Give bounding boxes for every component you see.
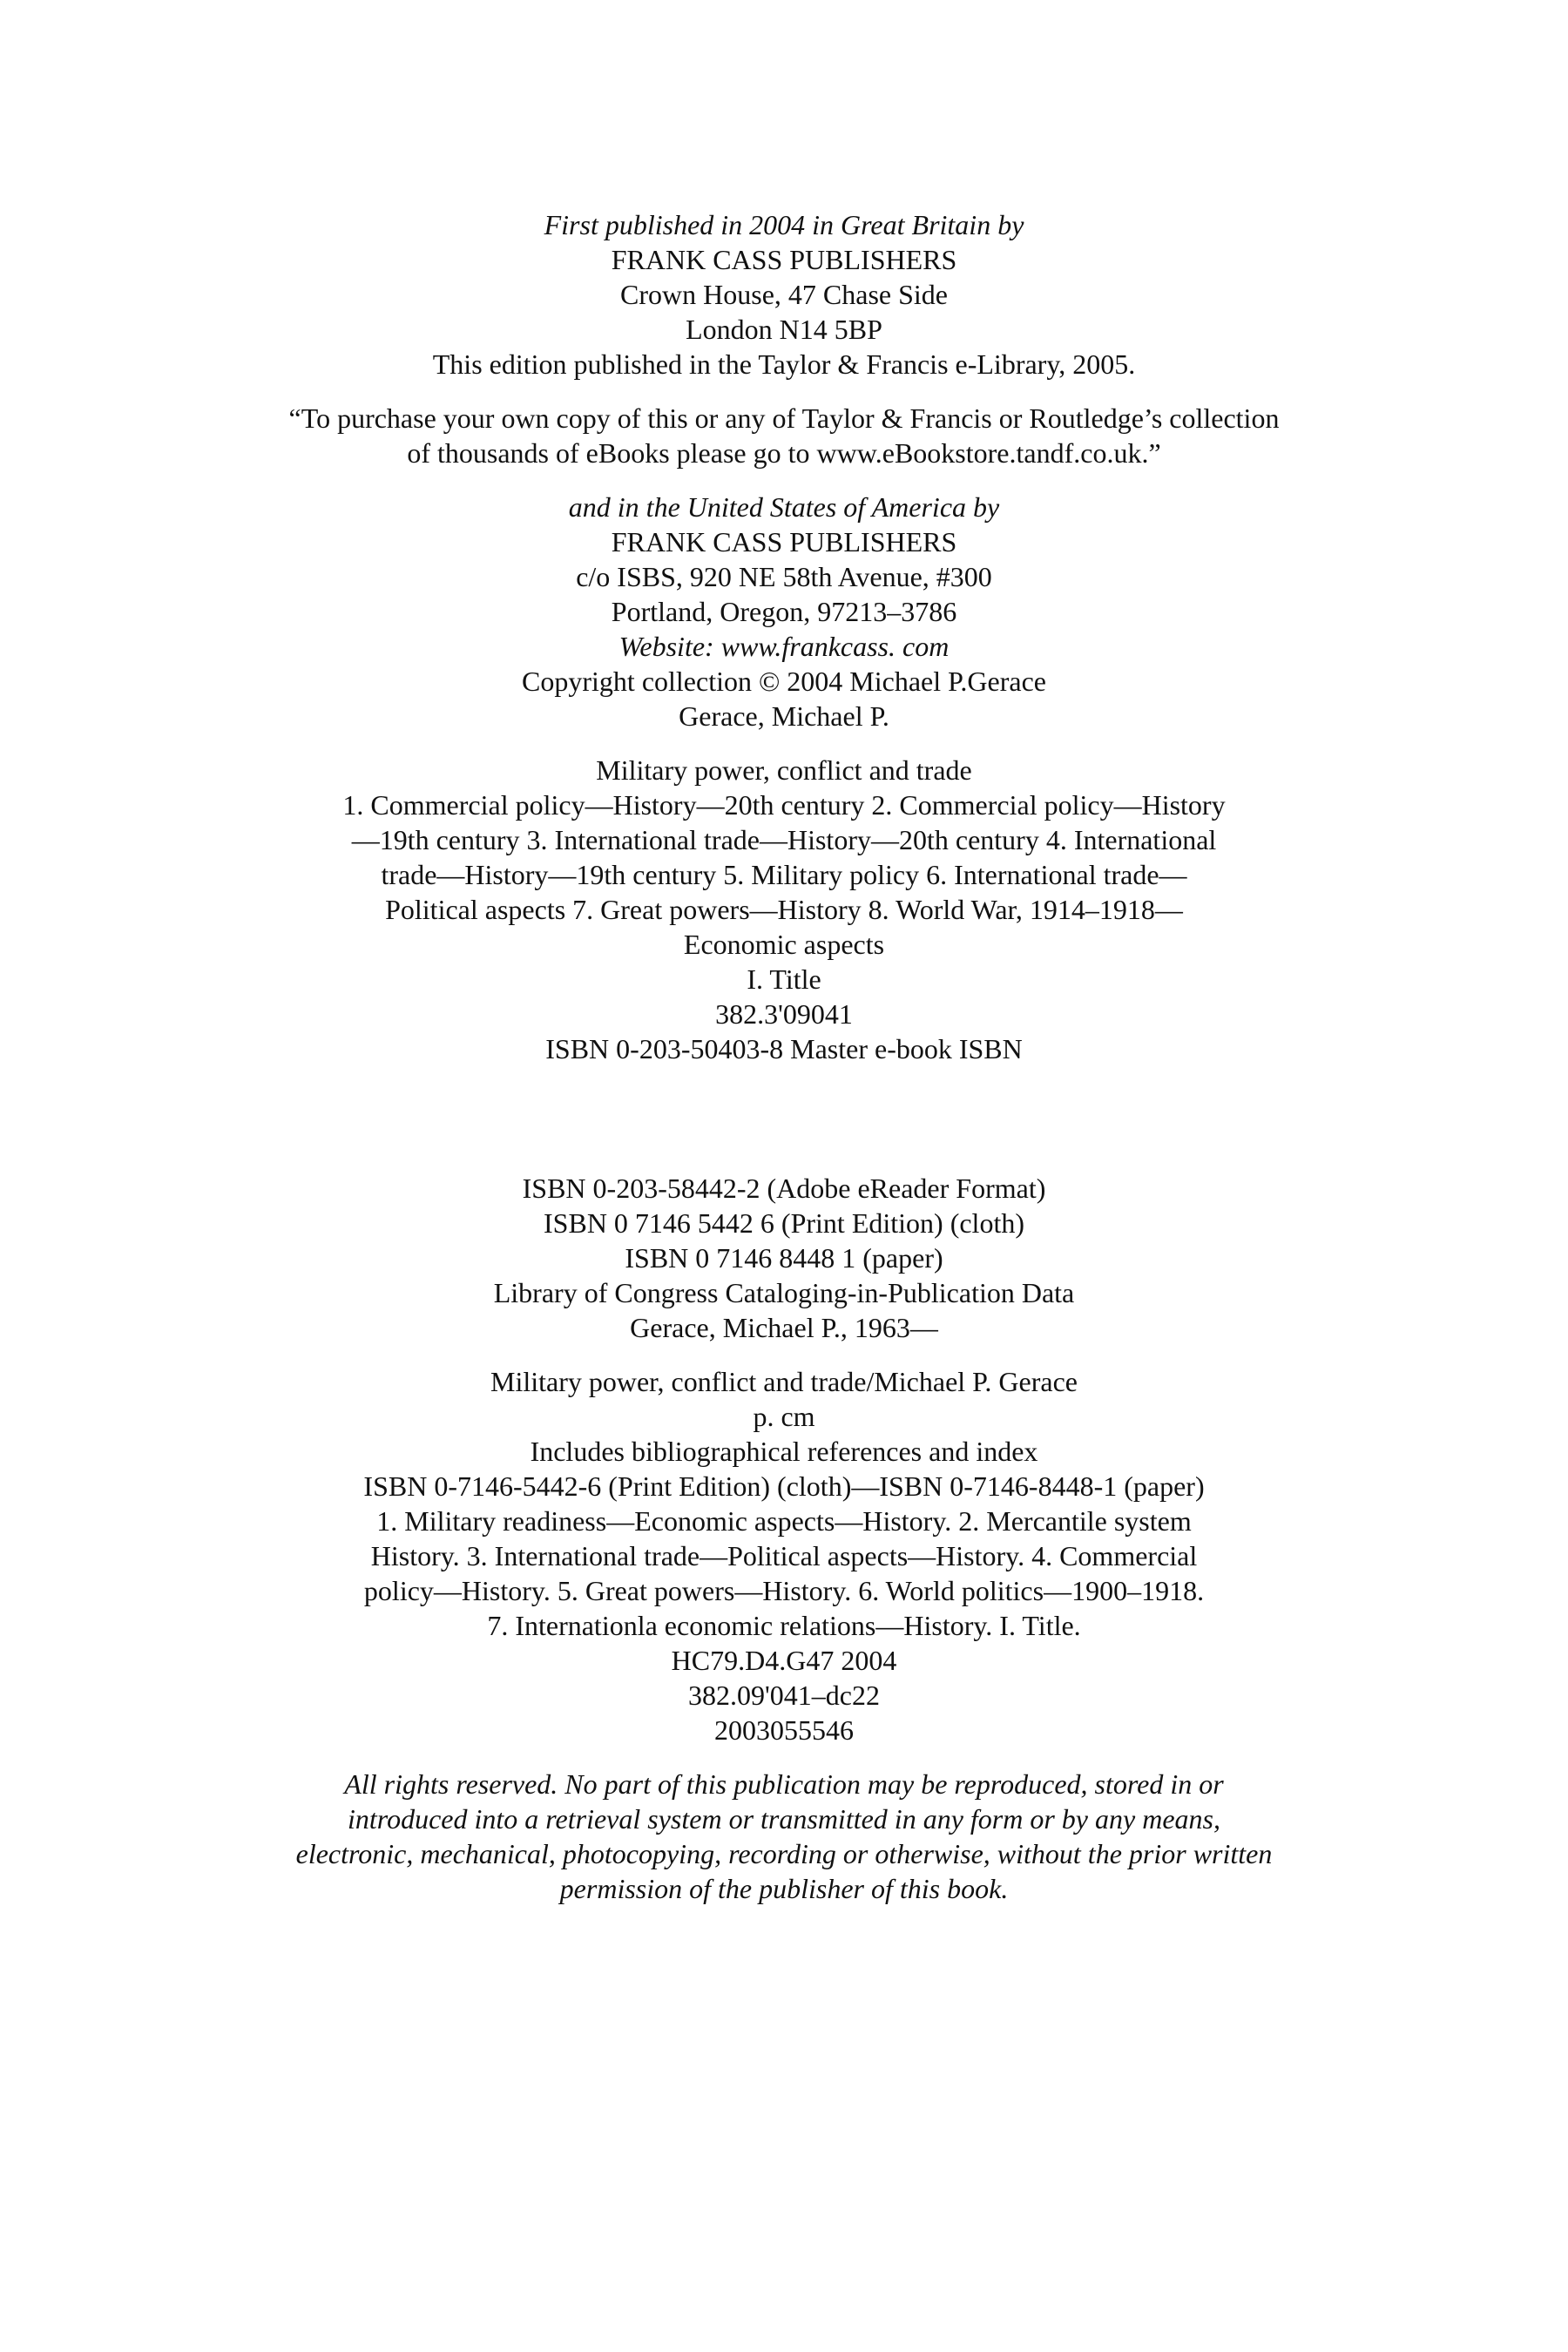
- uk-imprint: [174, 207, 1394, 347]
- purchase-note: [174, 401, 1394, 470]
- us-intro-line: and in the United States of America by: [568, 491, 1000, 523]
- british-cip-line: 382.3'09041: [715, 998, 853, 1030]
- loc-cip-line: 382.09'041–dc22: [688, 1680, 880, 1711]
- isbn-master: ISBN 0-203-50403-8 Master e-book ISBN: [545, 1033, 1023, 1064]
- british-cip-record: [174, 753, 1394, 1031]
- british-cip-line: 1. Commercial policy—History—20th century 2. Commercial policy—History: [342, 789, 1226, 821]
- us-imprint: [174, 490, 1394, 664]
- loc-cip-heading: Library of Congress Cataloging-in-Publication Data: [493, 1277, 1075, 1308]
- isbn-line: ISBN 0 7146 8448 1 (paper): [625, 1242, 943, 1274]
- british-cip-line: trade—History—19th century 5. Military policy 6. International trade—: [381, 859, 1187, 890]
- us-publisher-name: FRANK CASS PUBLISHERS: [611, 526, 957, 558]
- purchase-note-line-1: “To purchase your own copy of this or any of Taylor & Francis or Routledge’s collection: [288, 402, 1280, 434]
- first-published-line: First published in 2004 in Great Britain by: [544, 209, 1024, 240]
- rights-line: permission of the publisher of this book.: [559, 1873, 1009, 1904]
- loc-cip-line: Includes bibliographical references and index: [530, 1436, 1038, 1467]
- loc-cip-line: History. 3. International trade—Political aspects—History. 4. Commercial: [370, 1540, 1198, 1571]
- rights-line: All rights reserved. No part of this publication may be reproduced, stored in or: [344, 1768, 1224, 1800]
- rights-line: introduced into a retrieval system or transmitted in any form or by any means,: [348, 1803, 1220, 1835]
- british-cip-author: Gerace, Michael P.: [679, 700, 889, 732]
- copyright-line: Copyright collection © 2004 Michael P.Gerace: [522, 666, 1046, 697]
- isbn-list: [174, 1171, 1394, 1275]
- loc-cip-line: 2003055546: [714, 1714, 854, 1746]
- loc-cip-line: ISBN 0-7146-5442-6 (Print Edition) (cloth)—ISBN 0-7146-8448-1 (paper): [363, 1470, 1205, 1502]
- british-cip-line: I. Title: [747, 963, 821, 995]
- copyright-page: [174, 207, 1394, 1906]
- british-cip-line: Political aspects 7. Great powers—History 8. World War, 1914–1918—: [385, 894, 1183, 925]
- uk-address-line-2: London N14 5BP: [686, 314, 882, 345]
- isbn-line: ISBN 0 7146 5442 6 (Print Edition) (cloth): [544, 1207, 1024, 1239]
- loc-cip-line: p. cm: [753, 1401, 815, 1432]
- us-address-line-2: Portland, Oregon, 97213–3786: [611, 596, 957, 627]
- loc-cip-line: HC79.D4.G47 2004: [671, 1645, 897, 1676]
- loc-cip-line: 7. Internationla economic relations—History. I. Title.: [487, 1610, 1081, 1641]
- loc-cip-line: 1. Military readiness—Economic aspects—History. 2. Mercantile system: [376, 1505, 1192, 1537]
- british-cip-line: Economic aspects: [683, 929, 885, 960]
- uk-publisher-name: FRANK CASS PUBLISHERS: [611, 244, 957, 275]
- rights-line: electronic, mechanical, photocopying, recording or otherwise, without the prior written: [295, 1838, 1273, 1869]
- loc-cip-line: Military power, conflict and trade/Michael P. Gerace: [490, 1366, 1078, 1397]
- loc-cip-line: policy—History. 5. Great powers—History. 6. World politics—1900–1918.: [363, 1575, 1205, 1606]
- edition-note: This edition published in the Taylor & Francis e-Library, 2005.: [432, 348, 1136, 380]
- us-address-line-1: c/o ISBS, 920 NE 58th Avenue, #300: [576, 561, 992, 592]
- purchase-note-line-2: of thousands of eBooks please go to www.eBookstore.tandf.co.uk.”: [407, 437, 1161, 469]
- british-cip-line: Military power, conflict and trade: [596, 754, 972, 786]
- isbn-line: ISBN 0-203-58442-2 (Adobe eReader Format): [522, 1173, 1046, 1204]
- rights-notice: [174, 1767, 1394, 1906]
- uk-address-line-1: Crown House, 47 Chase Side: [620, 279, 948, 310]
- loc-cip-record: [174, 1364, 1394, 1747]
- publisher-website: Website: www.frankcass. com: [618, 631, 950, 662]
- british-cip-line: —19th century 3. International trade—History—20th century 4. International: [351, 824, 1217, 855]
- loc-cip-author: Gerace, Michael P., 1963—: [630, 1312, 938, 1343]
